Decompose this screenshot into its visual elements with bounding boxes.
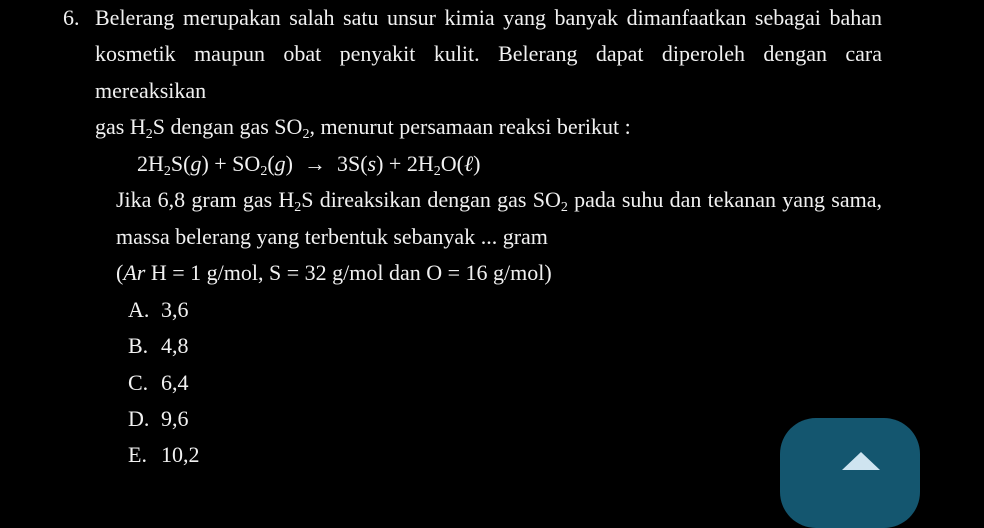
question-paragraph-1 — [95, 0, 882, 146]
answer-option-a — [128, 292, 984, 328]
option-label: D. — [128, 405, 150, 431]
question-number: 6. — [63, 5, 80, 30]
option-label: B. — [128, 333, 149, 359]
question-line-2: kosmetik maupun obat penyakit kulit. Belerang dapat diperoleh dengan cara mereaksikan — [95, 41, 882, 103]
chevron-up-icon — [842, 452, 880, 470]
option-value: 6,4 — [161, 369, 189, 395]
option-label: A. — [128, 296, 150, 322]
question-line-4: Jika 6,8 gram gas $H_2S$ direaksikan dengan gas $SO_2$ pada suhu dan tekanan yang sama, — [116, 187, 882, 216]
chemical-equation: $2H_2S(g) + SO_2(g) \to 3S(s)$ + $2H_2O(\ell)$ — [137, 150, 481, 179]
answer-option-c — [128, 365, 984, 401]
question-line-5: massa belerang yang terbentuk sebanyak ... gram — [116, 223, 548, 249]
answer-option-b — [128, 328, 984, 364]
question-paragraph-2 — [116, 182, 882, 291]
option-value: 9,6 — [161, 405, 189, 431]
option-value: 4,8 — [161, 333, 189, 359]
option-value: 10,2 — [161, 442, 200, 468]
question-line-3: gas $H_2S$ dengan gas $SO_2$, menurut persamaan reaksi berikut : — [95, 114, 631, 143]
option-label: C. — [128, 369, 149, 395]
option-value: 3,6 — [161, 296, 189, 322]
ar-values-line: (Ar H = 1 g/mol, S = 32 g/mol dan O = 16 g/mol) — [116, 260, 552, 286]
question-line-1: Belerang merupakan salah satu unsur kimia yang banyak dimanfaatkan sebagai bahan — [95, 5, 882, 30]
scroll-to-top-button[interactable] — [780, 418, 920, 528]
option-label: E. — [128, 442, 147, 468]
